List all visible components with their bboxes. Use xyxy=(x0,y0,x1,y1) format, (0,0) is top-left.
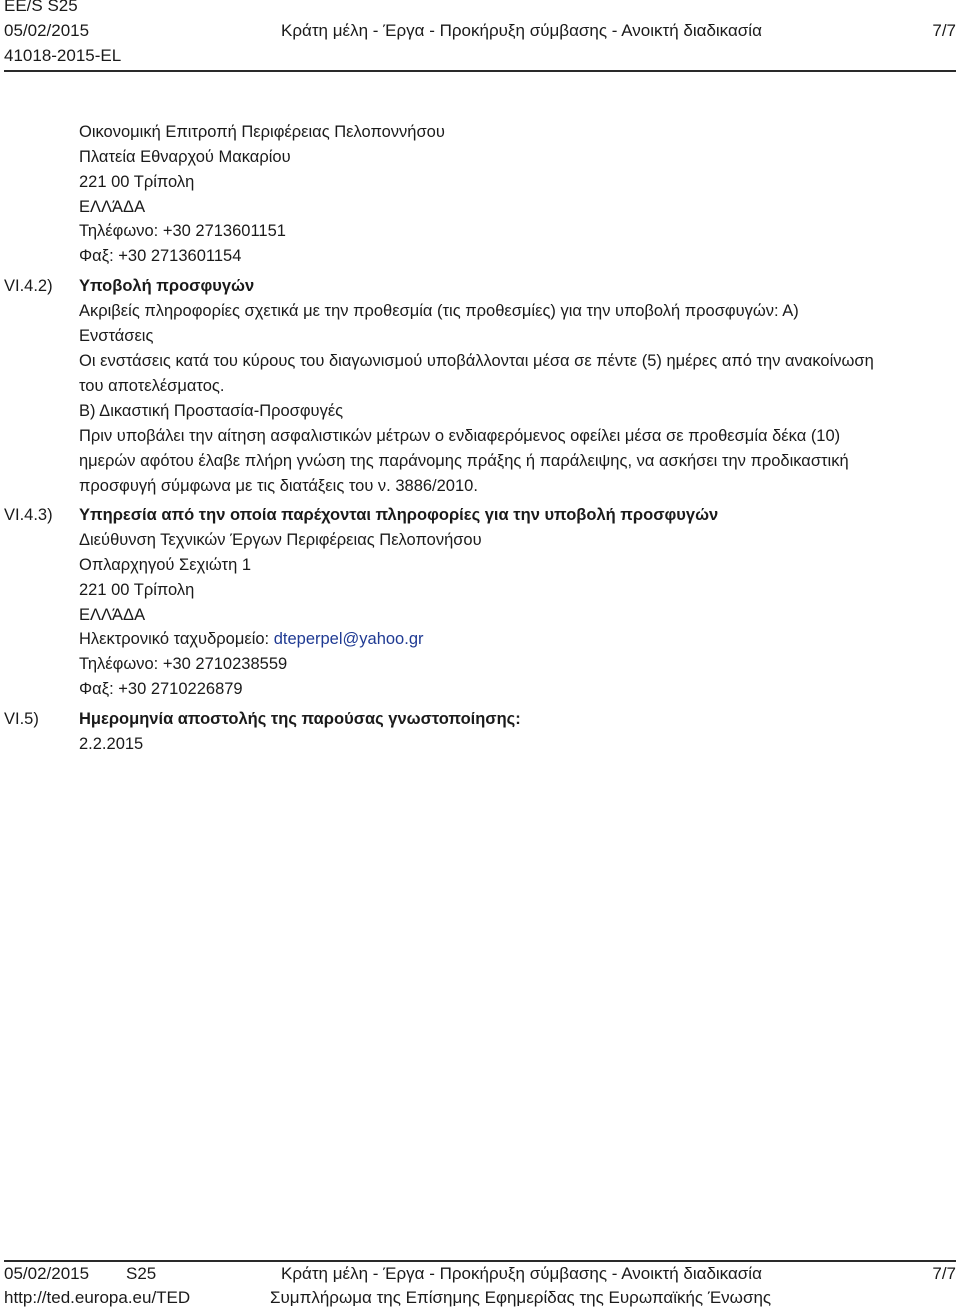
paragraph-line: Πριν υποβάλει την αίτηση ασφαλιστικών μέτρων ο ενδιαφερόμενος οφείλει μέσα σε προθεσμία δέκα (10) xyxy=(79,427,841,445)
section-title: Υπηρεσία από την οποία παρέχονται πληροφορίες για την υποβολή προσφυγών xyxy=(79,506,719,524)
address-line: Οπλαρχηγού Σεχιώτη 1 xyxy=(79,556,252,574)
header-series: EE/S S25 xyxy=(4,0,78,15)
phone-line: Τηλέφωνο: +30 2710238559 xyxy=(79,655,288,673)
footer-ted-link[interactable]: http://ted.europa.eu/TED xyxy=(4,1288,191,1307)
footer-title: Κράτη μέλη - Έργα - Προκήρυξη σύμβασης - Ανοικτή διαδικασία xyxy=(281,1264,762,1283)
address-line: Οικονομική Επιτροπή Περιφέρειας Πελοποννήσου xyxy=(79,123,445,141)
section-label: VI.5) xyxy=(4,710,39,728)
address-line: Πλατεία Εθναρχού Μακαρίου xyxy=(79,148,291,166)
dispatch-date: 2.2.2015 xyxy=(79,735,144,753)
header-notice-id: 41018-2015-EL xyxy=(4,46,122,65)
address-line: Τηλέφωνο: +30 2713601151 xyxy=(79,222,286,240)
paragraph-line: ημερών αφότου έλαβε πλήρη γνώση της παράνομης πράξης ή παράλειψης, να ασκήσει την προδικαστική xyxy=(79,452,849,470)
header-page-number: 7/7 xyxy=(932,21,956,40)
paragraph-line: Β) Δικαστική Προστασία-Προσφυγές xyxy=(79,402,344,420)
address-line: Διεύθυνση Τεχνικών Έργων Περιφέρειας Πελοπονήσου xyxy=(79,531,482,549)
header-divider xyxy=(4,70,956,72)
section-title: Υποβολή προσφυγών xyxy=(79,277,255,295)
footer-divider xyxy=(4,1260,956,1262)
footer-series: S25 xyxy=(126,1264,157,1283)
section-title: Ημερομηνία αποστολής της παρούσας γνωστοποίησης: xyxy=(79,710,521,728)
header-date: 05/02/2015 xyxy=(4,21,90,40)
address-line: 221 00 Τρίπολη xyxy=(79,581,195,599)
paragraph-line: του αποτελέσματος. xyxy=(79,377,225,395)
address-line: ΕΛΛΆΔΑ xyxy=(79,606,146,624)
section-label: VI.4.2) xyxy=(4,277,53,295)
paragraph-line: προσφυγή σύμφωνα με τις διατάξεις του ν. 3886/2010. xyxy=(79,477,478,495)
paragraph-line: Ακριβείς πληροφορίες σχετικά με την προθεσμία (τις προθεσμίες) για την υποβολή προσφυγών: Α) xyxy=(79,302,799,320)
email-line xyxy=(79,627,423,652)
address-line: ΕΛΛΆΔΑ xyxy=(79,198,146,216)
email-link[interactable]: dteperpel@yahoo.gr xyxy=(273,630,424,648)
address-line: 221 00 Τρίπολη xyxy=(79,173,195,191)
section-label: VI.4.3) xyxy=(4,506,53,524)
address-line: Φαξ: +30 2713601154 xyxy=(79,247,242,265)
footer-journal: Συμπλήρωμα της Επίσημης Εφημερίδας της Ευρωπαϊκής Ένωσης xyxy=(270,1288,772,1307)
email-label: Ηλεκτρονικό ταχυδρομείο: xyxy=(79,630,274,648)
footer-date: 05/02/2015 xyxy=(4,1264,90,1283)
header-title: Κράτη μέλη - Έργα - Προκήρυξη σύμβασης - Ανοικτή διαδικασία xyxy=(281,21,762,40)
paragraph-line: Οι ενστάσεις κατά του κύρους του διαγωνισμού υποβάλλονται μέσα σε πέντε (5) ημέρες από την ανακοίνωση xyxy=(79,352,874,370)
paragraph-line: Ενστάσεις xyxy=(79,327,154,345)
fax-line: Φαξ: +30 2710226879 xyxy=(79,680,243,698)
footer-page-number: 7/7 xyxy=(932,1264,956,1283)
